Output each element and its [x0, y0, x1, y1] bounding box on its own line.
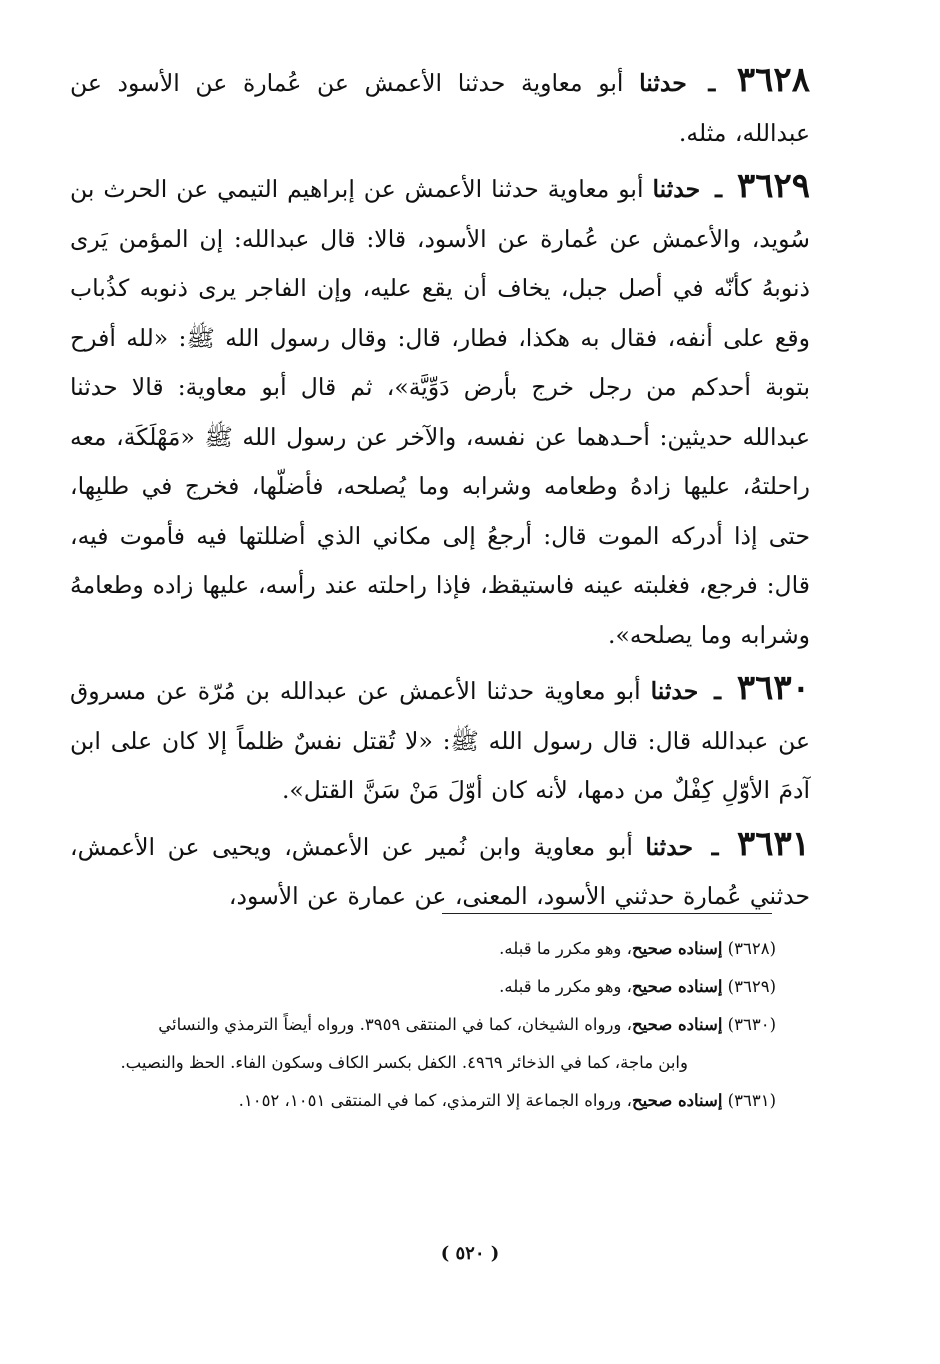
main-text [70, 56, 810, 926]
hadith-text: أبو معاوية حدثنا الأعمش عن إبراهيم التيمي عن الحرث بن سُويد، والأعمش عن عُمارة عن الأسود، قالا: قال عبدالله: إن المؤمن يَرى ذنوبهُ كأنّه في أصل جبل، يخاف أن يقع عليه، وإن الفاجر يرى ذنوبه كذُباب وقع على أنفه، فقال به هكذا، فطار، قال: وقال رسول الله ﷺ: «لله أفرح بتوبة أحدكم من رجل خرج بأرض دَوِّيَّة»، ثم قال أبو معاوية: قالا حدثنا عبدالله حديثين: أحـدهما عن نفسه، والآخر عن رسول الله ﷺ «مَهْلَكَة، معه راحلتهُ، عليها زادهُ وطعامه وشرابه وما يُصلحه، فأضلّها، فخرج في طلبِها، حتى إذا أدركه الموت قال: أرجعُ إلى مكاني الذي أضللتها فيه فأموت فيه، قال: فرجع، فغلبته عينه فاستيقظ، فإذا راحلته عند رأسه، عليها زاده وطعامهُ وشرابه وما يصلحه». [70, 175, 811, 649]
footnote-keyword: إسناده صحيح [631, 977, 723, 996]
hadith-keyword: حدثنا [650, 677, 699, 705]
footnote-3631 [68, 1082, 776, 1120]
footnote-separator [442, 913, 772, 914]
hadith-dash: ـ [708, 69, 716, 97]
footnote-keyword: إسناده صحيح [631, 939, 723, 958]
hadith-3629 [70, 162, 810, 660]
footnote-keyword: إسناده صحيح [631, 1015, 723, 1034]
footnote-ref: (٣٦٢٨) [727, 939, 776, 958]
hadith-keyword: حدثنا [645, 832, 694, 861]
page-number: ( ٥٢٠ ) [440, 1243, 500, 1264]
footnote-ref: (٣٦٢٩) [727, 977, 776, 996]
footnote-3629 [68, 968, 776, 1006]
hadith-number: ٣٦٢٨ [736, 60, 810, 100]
hadith-dash: ـ [715, 175, 722, 203]
footnote-text: ، ورواه الشيخان، كما في المنتقى ٣٩٥٩. ورواه أيضاً الترمذي والنسائي [158, 1015, 632, 1034]
footnote-text: ، وهو مكرر ما قبله. [499, 939, 632, 958]
hadith-text: أبو معاوية حدثنا الأعمش عن عبدالله بن مُرّة عن مسروق عن عبدالله قال: قال رسول الله ﷺ: «لا تُقتل نفسٌ ظلماً إلا كان على ابن آدمَ الأوّلِ كِفْلٌ من دمها، لأنه كان أوّلَ مَنْ سَنَّ القتل». [70, 677, 810, 804]
hadith-dash: ـ [711, 832, 719, 861]
hadith-text: أبو معاوية وابن نُمير عن الأعمش، ويحيى عن الأعمش، حدثني عُمارة حدثني الأسود، المعنى، عن عمارة عن الأسود، [70, 832, 810, 910]
footnote-text: ، ورواه الجماعة إلا الترمذي، كما في المنتقى ١٠٥١، ١٠٥٢. [238, 1091, 632, 1110]
footnote-3628 [68, 930, 776, 968]
footnote-text: ، وهو مكرر ما قبله. [499, 977, 632, 996]
hadith-keyword: حدثنا [652, 175, 701, 203]
hadith-3630 [70, 664, 810, 816]
hadith-keyword: حدثنا [639, 69, 687, 97]
hadith-number: ٣٦٣٠ [736, 668, 810, 708]
footnote-3630 [68, 1006, 776, 1044]
footnote-ref: (٣٦٣١) [727, 1091, 776, 1110]
hadith-3631 [70, 820, 810, 922]
hadith-3628 [70, 56, 810, 158]
footnote-keyword: إسناده صحيح [631, 1091, 723, 1110]
footnote-3630-continuation: وابن ماجة، كما في الذخائر ٤٩٦٩. الكفل بكسر الكاف وسكون الفاء. الحظ والنصيب. [120, 1053, 688, 1072]
footnotes [68, 930, 776, 1120]
hadith-text: أبو معاوية حدثنا الأعمش عن عُمارة عن الأسود عن عبدالله، مثله. [70, 69, 810, 147]
hadith-dash: ـ [714, 677, 722, 705]
footnote-ref: (٣٦٣٠) [727, 1015, 776, 1034]
hadith-number: ٣٦٢٩ [736, 166, 810, 206]
hadith-number: ٣٦٣١ [736, 823, 810, 864]
